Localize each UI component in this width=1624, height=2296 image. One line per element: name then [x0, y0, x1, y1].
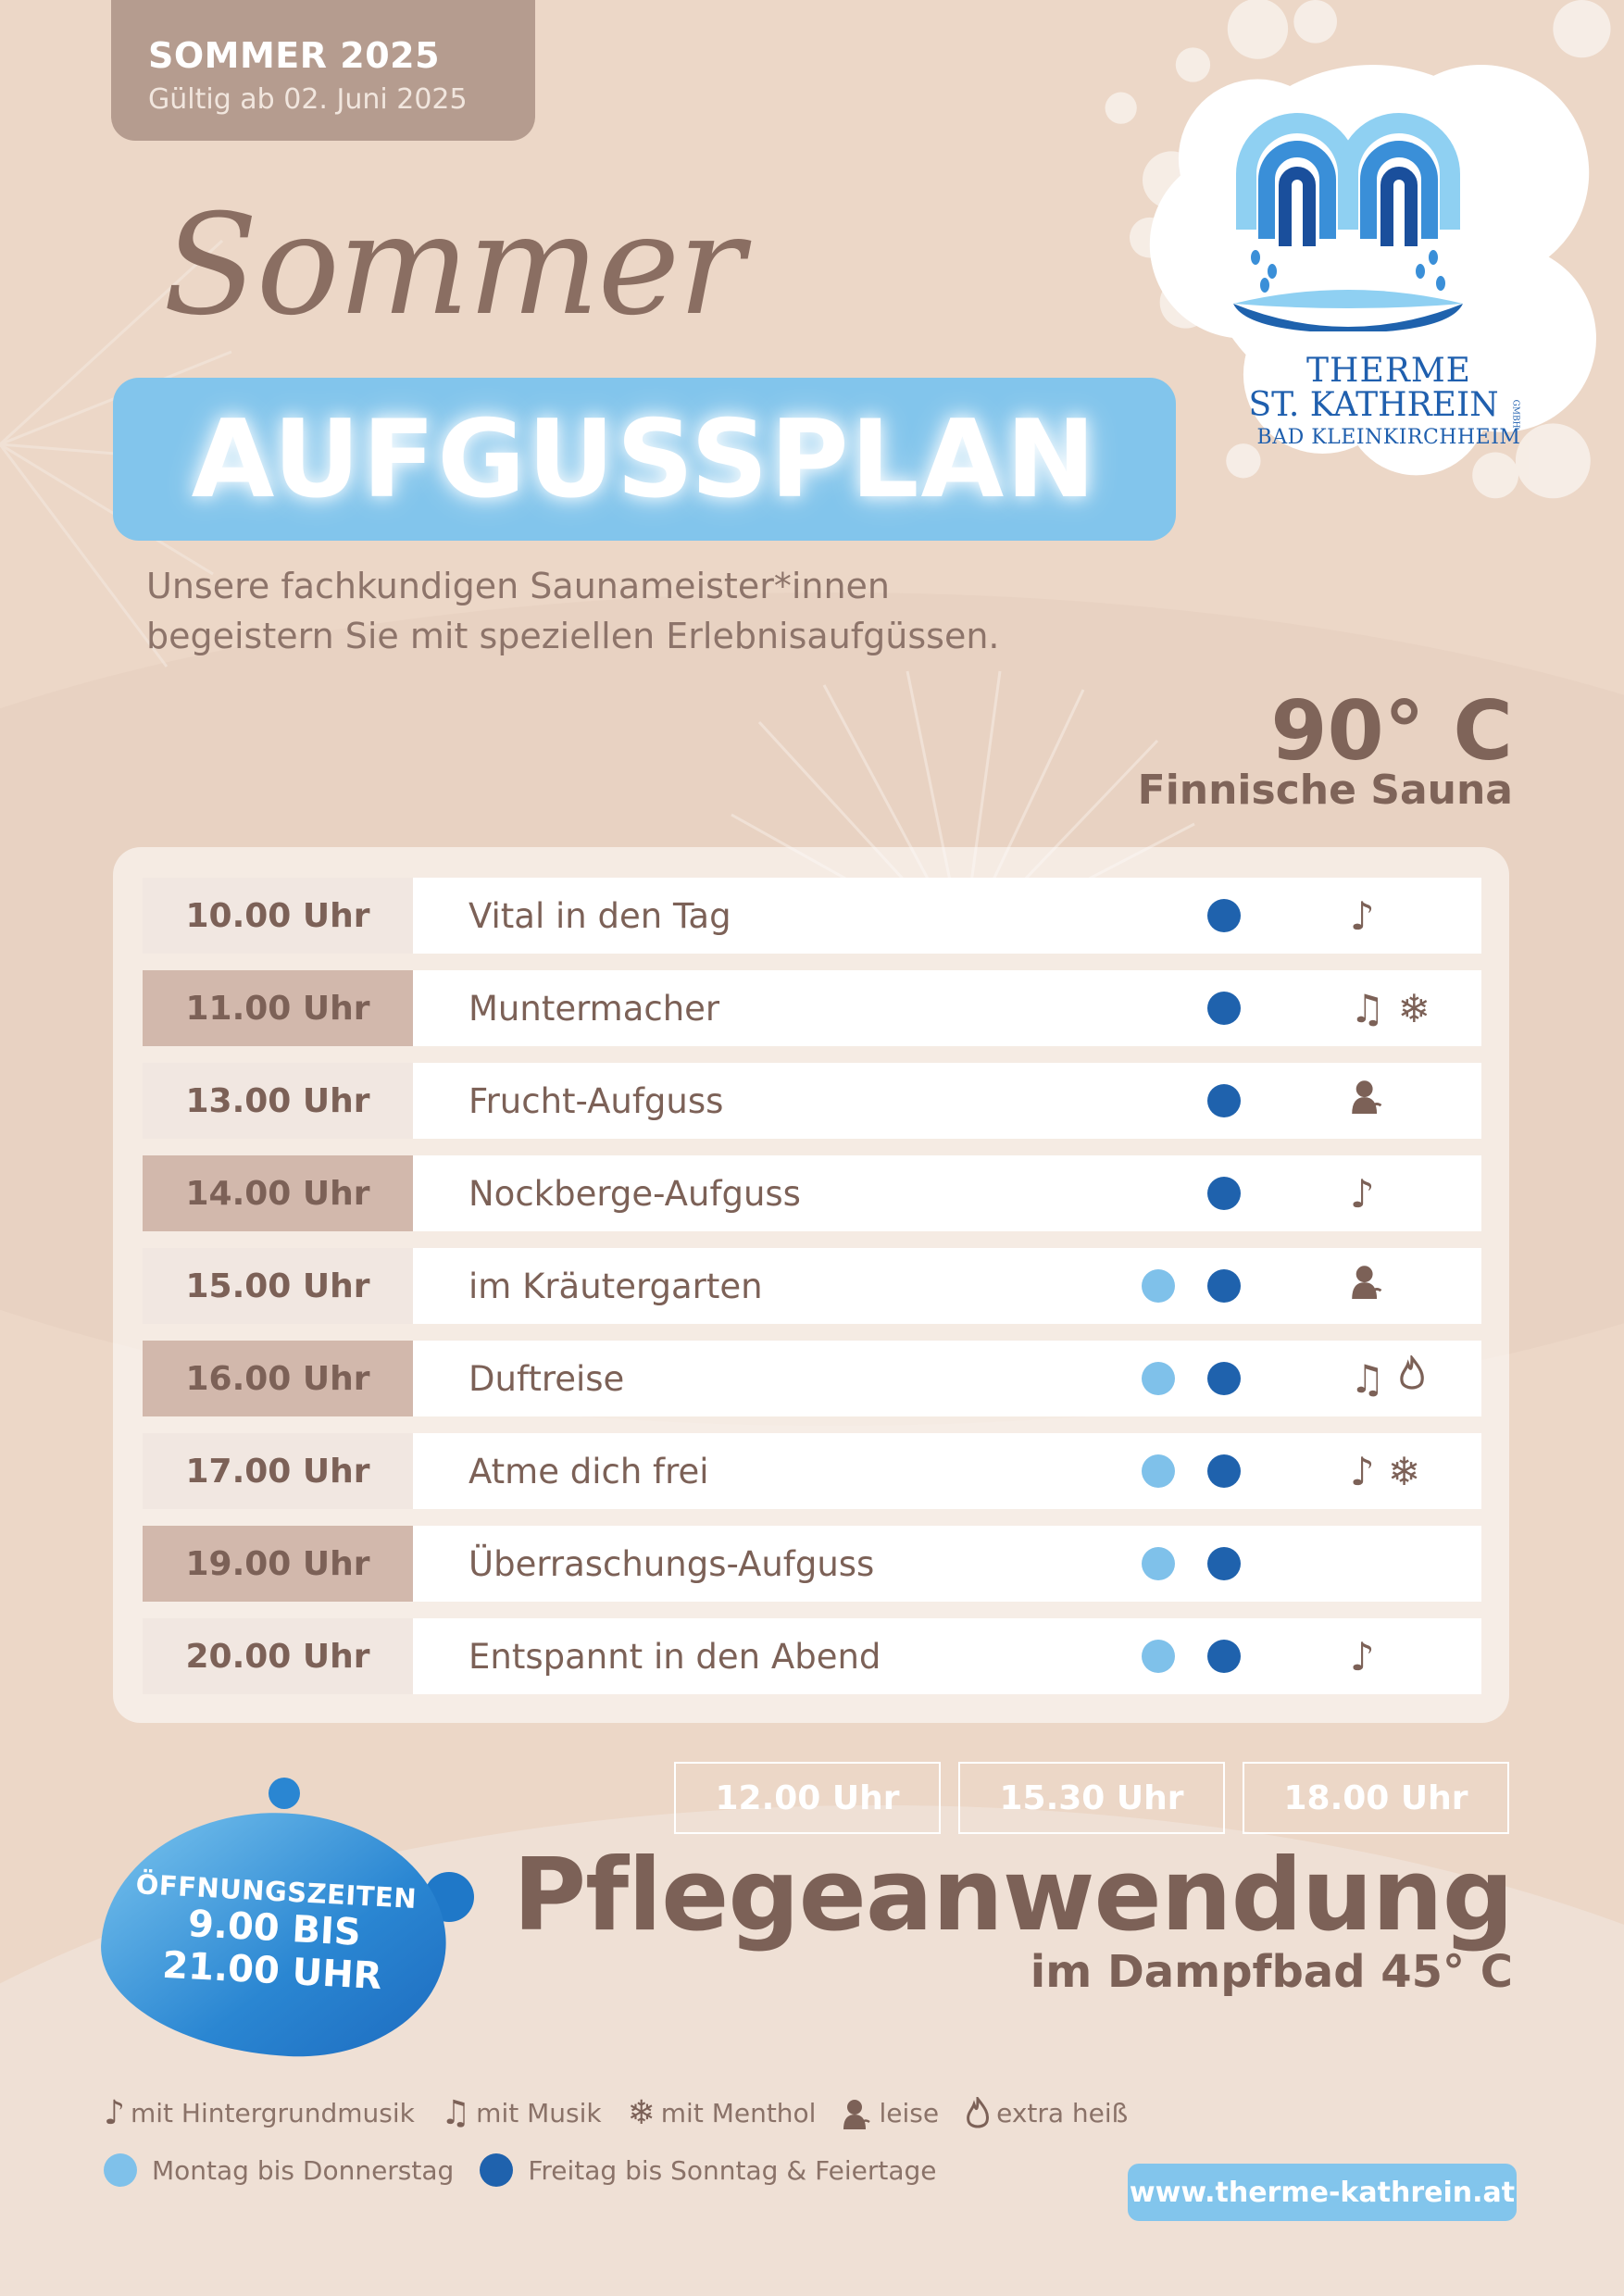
schedule-row [143, 1063, 1481, 1139]
legend-label: mit Menthol [660, 2098, 817, 2128]
schedule-name: Überraschungs-Aufguss [468, 1543, 875, 1584]
schedule-icons [1350, 878, 1375, 954]
legend-item [104, 2094, 415, 2132]
opening-hours-label: ÖFFNUNGSZEITEN [134, 1868, 418, 1915]
schedule-name: Nockberge-Aufguss [468, 1173, 801, 1214]
schedule-name: Frucht-Aufguss [468, 1080, 724, 1121]
therme-logo-icon [1228, 100, 1468, 331]
snowflake-icon: ❄ [1397, 985, 1430, 1031]
eighth-note-icon: ♪ [1350, 1170, 1375, 1217]
legend-icons [104, 2094, 1154, 2132]
schedule-time: 19.00 Uhr [143, 1526, 413, 1602]
legend-label: extra heiß [996, 2098, 1129, 2128]
season-valid-date: Gültig ab 02. Juni 2025 [148, 83, 468, 116]
schedule-name: Atme dich frei [468, 1451, 709, 1491]
fri-sun-dot-icon [1207, 1640, 1241, 1673]
season-title: SOMMER 2025 [148, 35, 441, 76]
sauna-name: Finnische Sauna [1137, 767, 1513, 814]
care-subtitle: im Dampfbad 45° C [1030, 1946, 1513, 1998]
care-time-slot: 12.00 Uhr [674, 1762, 941, 1834]
script-title: Sommer [163, 185, 743, 346]
snowflake-icon: ❄ [1387, 1448, 1421, 1494]
flame-icon [1398, 1355, 1426, 1402]
legend-label: mit Hintergrundmusik [130, 2098, 415, 2128]
schedule-icons [1350, 1155, 1375, 1231]
fri-sun-dot-icon [1207, 899, 1241, 932]
schedule-row [143, 1155, 1481, 1231]
legend-item [965, 2097, 1128, 2130]
beamed-notes-icon: ♫ [440, 2094, 471, 2132]
logo-name: ST. KATHREIN [1248, 386, 1499, 424]
schedule-icons [1350, 1433, 1420, 1509]
mon-thu-dot-icon [1142, 1362, 1175, 1395]
fri-sun-dot-icon [1207, 1084, 1241, 1117]
schedule-row [143, 1526, 1481, 1602]
schedule-name: Vital in den Tag [468, 895, 731, 936]
schedule-time: 13.00 Uhr [143, 1063, 413, 1139]
flame-icon [965, 2097, 991, 2130]
schedule-row [143, 970, 1481, 1046]
intro-line-2: begeistern Sie mit speziellen Erlebnisaufgüssen. [146, 616, 1000, 656]
opening-hours-start: 9.00 BIS [186, 1903, 362, 1954]
schedule-icons [1350, 970, 1430, 1046]
schedule-time: 16.00 Uhr [143, 1341, 413, 1416]
light-blue-dot-icon [104, 2153, 137, 2187]
schedule-row [143, 878, 1481, 954]
care-title: Pflegeanwendung [512, 1838, 1513, 1953]
website-link[interactable]: www.therme-kathrein.at [1128, 2164, 1517, 2221]
intro-line-1: Unsere fachkundigen Saunameister*innen [146, 566, 891, 606]
mon-thu-dot-icon [1142, 1640, 1175, 1673]
quiet-person-icon [1350, 1263, 1385, 1309]
legend-label: mit Musik [476, 2098, 602, 2128]
eighth-note-icon: ♪ [104, 2094, 125, 2132]
fri-sun-dot-icon [1207, 1362, 1241, 1395]
legend-label: leise [879, 2098, 940, 2128]
legend-item [842, 2098, 939, 2129]
schedule-name: Entspannt in den Abend [468, 1636, 881, 1677]
mon-thu-dot-icon [1142, 1547, 1175, 1580]
schedule-time: 11.00 Uhr [143, 970, 413, 1046]
legend-item [480, 2153, 936, 2187]
plan-title-banner [113, 378, 1176, 541]
fri-sun-dot-icon [1207, 1177, 1241, 1210]
eighth-note-icon: ♪ [1350, 892, 1375, 939]
quiet-person-icon [842, 2098, 873, 2129]
logo-legal-suffix: GMBH [1510, 399, 1520, 429]
legend-days [104, 2153, 963, 2187]
logo-line-name [1204, 386, 1574, 429]
mon-thu-dot-icon [1142, 1269, 1175, 1303]
schedule-time: 17.00 Uhr [143, 1433, 413, 1509]
schedule-icons [1350, 1341, 1426, 1416]
schedule-row [143, 1433, 1481, 1509]
legend-item [441, 2094, 602, 2132]
plan-title: AUFGUSSPLAN [191, 396, 1098, 522]
beamed-notes-icon: ♫ [1350, 1355, 1385, 1402]
logo-line-location: BAD KLEINKIRCHHEIM [1256, 426, 1521, 449]
legend-item [104, 2153, 454, 2187]
logo-line-therme: THERME [1306, 352, 1471, 390]
schedule-time: 15.00 Uhr [143, 1248, 413, 1324]
schedule-icons [1350, 1063, 1385, 1139]
eighth-note-icon: ♪ [1350, 1448, 1375, 1494]
care-time-slot: 18.00 Uhr [1243, 1762, 1509, 1834]
schedule-name: Duftreise [468, 1358, 625, 1399]
fri-sun-dot-icon [1207, 1547, 1241, 1580]
opening-hours-end: 21.00 UHR [161, 1943, 383, 1999]
schedule-row [143, 1618, 1481, 1694]
schedule-row [143, 1248, 1481, 1324]
schedule-name: im Kräutergarten [468, 1266, 763, 1306]
quiet-person-icon [1350, 1078, 1385, 1124]
dark-blue-dot-icon [480, 2153, 513, 2187]
schedule-row [143, 1341, 1481, 1416]
schedule-icons [1350, 1248, 1385, 1324]
decor-bubble [269, 1778, 300, 1809]
season-tag [111, 0, 535, 141]
schedule-time: 20.00 Uhr [143, 1618, 413, 1694]
fri-sun-dot-icon [1207, 1454, 1241, 1488]
schedule-name: Muntermacher [468, 988, 720, 1029]
legend-item [628, 2094, 817, 2132]
schedule-table [113, 847, 1509, 1723]
mon-thu-dot-icon [1142, 1454, 1175, 1488]
snowflake-icon: ❄ [627, 2094, 656, 2132]
legend-label: Montag bis Donnerstag [152, 2154, 455, 2186]
legend-label: Freitag bis Sonntag & Feiertage [528, 2154, 937, 2186]
fri-sun-dot-icon [1207, 992, 1241, 1025]
fri-sun-dot-icon [1207, 1269, 1241, 1303]
logo-wordmark [1204, 352, 1574, 449]
beamed-notes-icon: ♫ [1350, 985, 1385, 1031]
intro-text [146, 561, 1091, 661]
schedule-icons [1350, 1618, 1375, 1694]
schedule-time: 10.00 Uhr [143, 878, 413, 954]
eighth-note-icon: ♪ [1350, 1633, 1375, 1679]
sauna-temperature: 90° C [1270, 683, 1513, 779]
care-time-slot: 15.30 Uhr [958, 1762, 1225, 1834]
schedule-time: 14.00 Uhr [143, 1155, 413, 1231]
